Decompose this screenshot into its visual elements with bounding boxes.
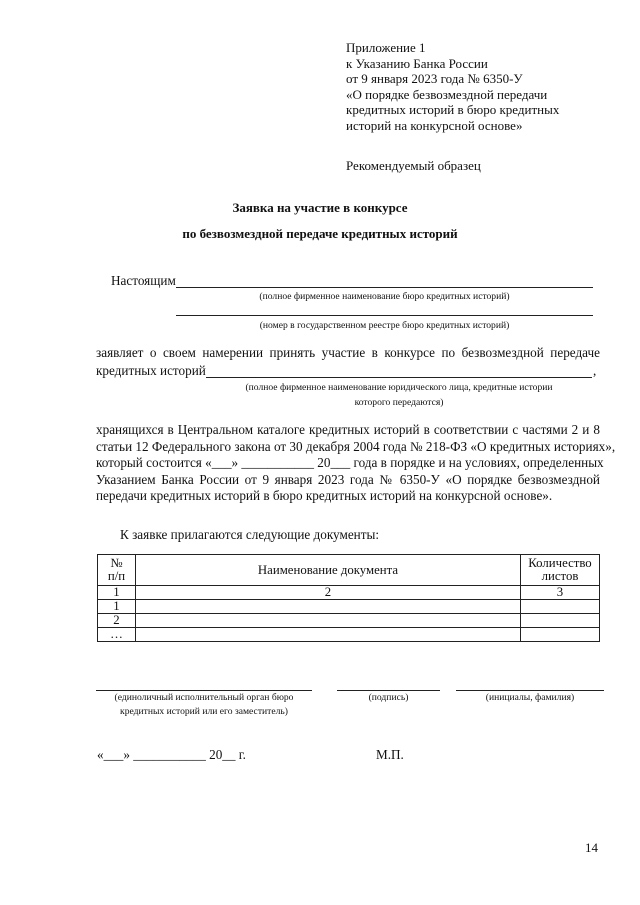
table-column-numbers-row	[98, 586, 600, 600]
paragraph-line: который состоится «___» ___________ 20___ года в порядке и на условиях, определенных	[96, 455, 604, 470]
row-number: …	[98, 628, 136, 642]
appendix-line: Приложение 1	[346, 40, 426, 55]
paragraph-line: статьи 12 Федерального закона от 30 декабря 2004 года № 218-ФЗ «О кредитных историях»,	[96, 438, 616, 454]
column-number: 3	[521, 586, 600, 600]
attachments-intro: К заявке прилагаются следующие документы:	[120, 527, 380, 542]
page-number: 14	[585, 840, 598, 855]
sample-label: Рекомендуемый образец	[346, 158, 481, 173]
appendix-line: от 9 января 2023 года № 6350-У	[346, 71, 523, 86]
header-document-name: Наименование документа	[136, 555, 521, 586]
legal-entity-hint: которого передаются)	[354, 397, 444, 408]
initials-hint: (инициалы, фамилия)	[485, 692, 575, 703]
declares-paragraph	[96, 345, 600, 362]
declares-prefix: кредитных историй	[96, 363, 206, 378]
bureau-name-hint: (полное фирменное наименование бюро кредитных историй)	[259, 291, 510, 302]
signature-hint: (подпись)	[368, 692, 409, 703]
header-count-line: листов	[541, 569, 579, 583]
column-number: 1	[98, 586, 136, 600]
appendix-header	[346, 40, 559, 133]
appendix-line: историй на конкурсной основе»	[346, 117, 523, 133]
header-count-line: Количество	[528, 556, 592, 570]
registry-number-line[interactable]	[176, 315, 593, 316]
paragraph-line: передачи кредитных историй в бюро кредитных историй на конкурсной основе».	[96, 488, 553, 503]
table-row[interactable]	[98, 600, 600, 614]
row-sheet-count[interactable]	[521, 628, 600, 642]
row-sheet-count[interactable]	[521, 600, 600, 614]
row-document-name[interactable]	[136, 614, 521, 628]
legal-entity-hint: (полное фирменное наименование юридического лица, кредитные истории	[245, 382, 553, 393]
page-title: Заявка на участие в конкурсе	[232, 200, 408, 215]
header-number-line: п/п	[107, 569, 126, 583]
documents-table	[97, 554, 600, 642]
stored-paragraph	[96, 422, 616, 505]
declares-line: заявляет о своем намерении принять участие в конкурсе по безвозмездной передаче	[96, 345, 600, 360]
executive-hint: (единоличный исполнительный орган бюро	[114, 692, 294, 703]
row-document-name[interactable]	[136, 600, 521, 614]
row-number: 1	[98, 600, 136, 614]
appendix-line: кредитных историй в бюро кредитных	[346, 102, 560, 117]
table-row[interactable]	[98, 614, 600, 628]
column-number: 2	[136, 586, 521, 600]
page-subtitle: по безвозмездной передаче кредитных историй	[182, 226, 458, 241]
legal-entity-line[interactable]	[206, 377, 592, 378]
signature-line[interactable]	[337, 690, 440, 691]
appendix-line: к Указанию Банка России	[346, 55, 488, 71]
row-sheet-count[interactable]	[521, 614, 600, 628]
header-sheet-count	[521, 555, 600, 586]
executive-line[interactable]	[96, 690, 312, 691]
appendix-line: «О порядке безвозмездной передачи	[346, 86, 548, 102]
row-number: 2	[98, 614, 136, 628]
date-line[interactable]: «___» ___________ 20__ г.	[97, 747, 246, 762]
initials-line[interactable]	[456, 690, 604, 691]
paragraph-line: Указанием Банка России от 9 января 2023 года № 6350-У «О порядке безвозмездной	[96, 471, 600, 487]
header-number	[98, 555, 136, 586]
executive-hint: кредитных историй или его заместитель)	[120, 706, 288, 717]
bureau-name-line[interactable]	[176, 287, 593, 288]
header-number-line: №	[110, 556, 123, 570]
declares-comma: ,	[593, 363, 597, 378]
stamp-label: М.П.	[376, 747, 404, 762]
paragraph-line: хранящихся в Центральном каталоге кредитных историй в соответствии с частями 2 и 8	[96, 422, 600, 437]
row-document-name[interactable]	[136, 628, 521, 642]
applicant-prefix: Настоящим	[111, 273, 176, 288]
registry-number-hint: (номер в государственном реестре бюро кредитных историй)	[259, 320, 510, 331]
table-row[interactable]	[98, 628, 600, 642]
table-header-row	[98, 555, 600, 586]
